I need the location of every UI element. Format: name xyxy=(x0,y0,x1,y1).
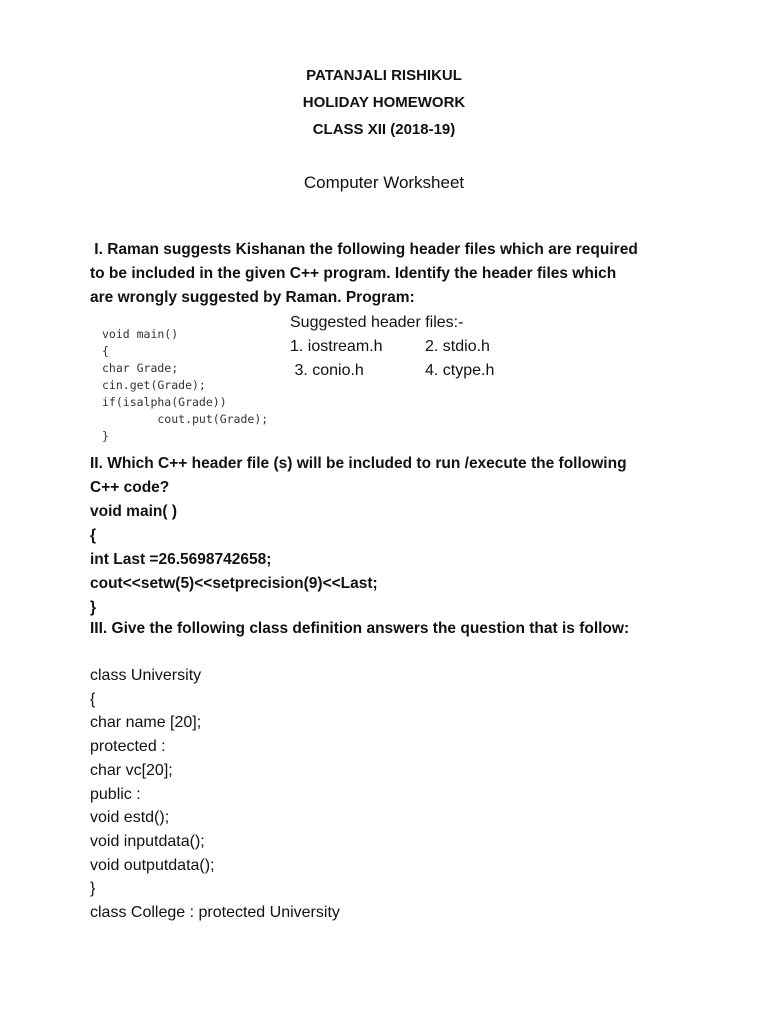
question-1 xyxy=(90,238,690,310)
class-code-line: class University xyxy=(90,667,202,684)
class-line: CLASS XII (2018-19) xyxy=(312,121,456,138)
class-definition-code xyxy=(90,664,340,925)
code-line: cin.get(Grade); xyxy=(102,378,206,392)
suggested-row xyxy=(290,335,494,359)
class-code-line: { xyxy=(90,690,96,708)
question-2-line: { xyxy=(90,527,97,544)
question-2-line: int Last =26.5698742658; xyxy=(90,551,272,568)
question-1-line: are wrongly suggested by Raman. Program: xyxy=(90,289,415,306)
question-2-line: II. Which C++ header file (s) will be included to run /execute the following xyxy=(90,455,627,472)
suggested-headers-title: Suggested header files:- xyxy=(290,314,464,331)
code-line: { xyxy=(102,344,109,358)
question-2-line: } xyxy=(90,599,97,616)
school-name: PATANJALI RISHIKUL xyxy=(306,67,462,84)
question-3: III. Give the following class definition answers the question that is follow: xyxy=(90,620,630,637)
class-code-line: char name [20]; xyxy=(90,714,202,732)
header-option: 4. ctype.h xyxy=(425,362,495,379)
question-1-line: to be included in the given C++ program. Identify the header files which xyxy=(90,265,617,282)
code-line: if(isalpha(Grade)) xyxy=(102,395,227,409)
class-code-line: void outputdata(); xyxy=(90,856,215,874)
question-2-line: C++ code? xyxy=(90,479,170,496)
subject-title: Computer Worksheet xyxy=(303,173,465,192)
document-header xyxy=(0,62,768,143)
class-code-line: class College : protected University xyxy=(90,904,340,922)
program-code-snippet xyxy=(102,326,268,445)
code-line: char Grade; xyxy=(102,361,179,375)
class-code-line: protected : xyxy=(90,738,166,756)
class-code-line: void estd(); xyxy=(90,809,170,827)
question-2-line: cout<<setw(5)<<setprecision(9)<<Last; xyxy=(90,575,378,592)
suggested-row xyxy=(290,359,494,383)
homework-title: HOLIDAY HOMEWORK xyxy=(302,94,466,111)
question-2 xyxy=(90,452,700,620)
header-option: 2. stdio.h xyxy=(425,338,490,355)
class-code-line: } xyxy=(90,880,96,898)
class-code-line: char vc[20]; xyxy=(90,761,173,779)
header-option: 3. conio.h xyxy=(290,362,364,379)
code-line: } xyxy=(102,429,109,443)
code-line: void main() xyxy=(102,327,179,341)
question-1-line: I. Raman suggests Kishanan the following header files which are required xyxy=(90,241,638,258)
code-line: cout.put(Grade); xyxy=(102,412,269,426)
suggested-headers xyxy=(290,311,494,383)
class-code-line: void inputdata(); xyxy=(90,832,205,850)
header-option: 1. iostream.h xyxy=(290,338,383,355)
question-2-line: void main( ) xyxy=(90,503,177,520)
class-code-line: public : xyxy=(90,785,141,803)
